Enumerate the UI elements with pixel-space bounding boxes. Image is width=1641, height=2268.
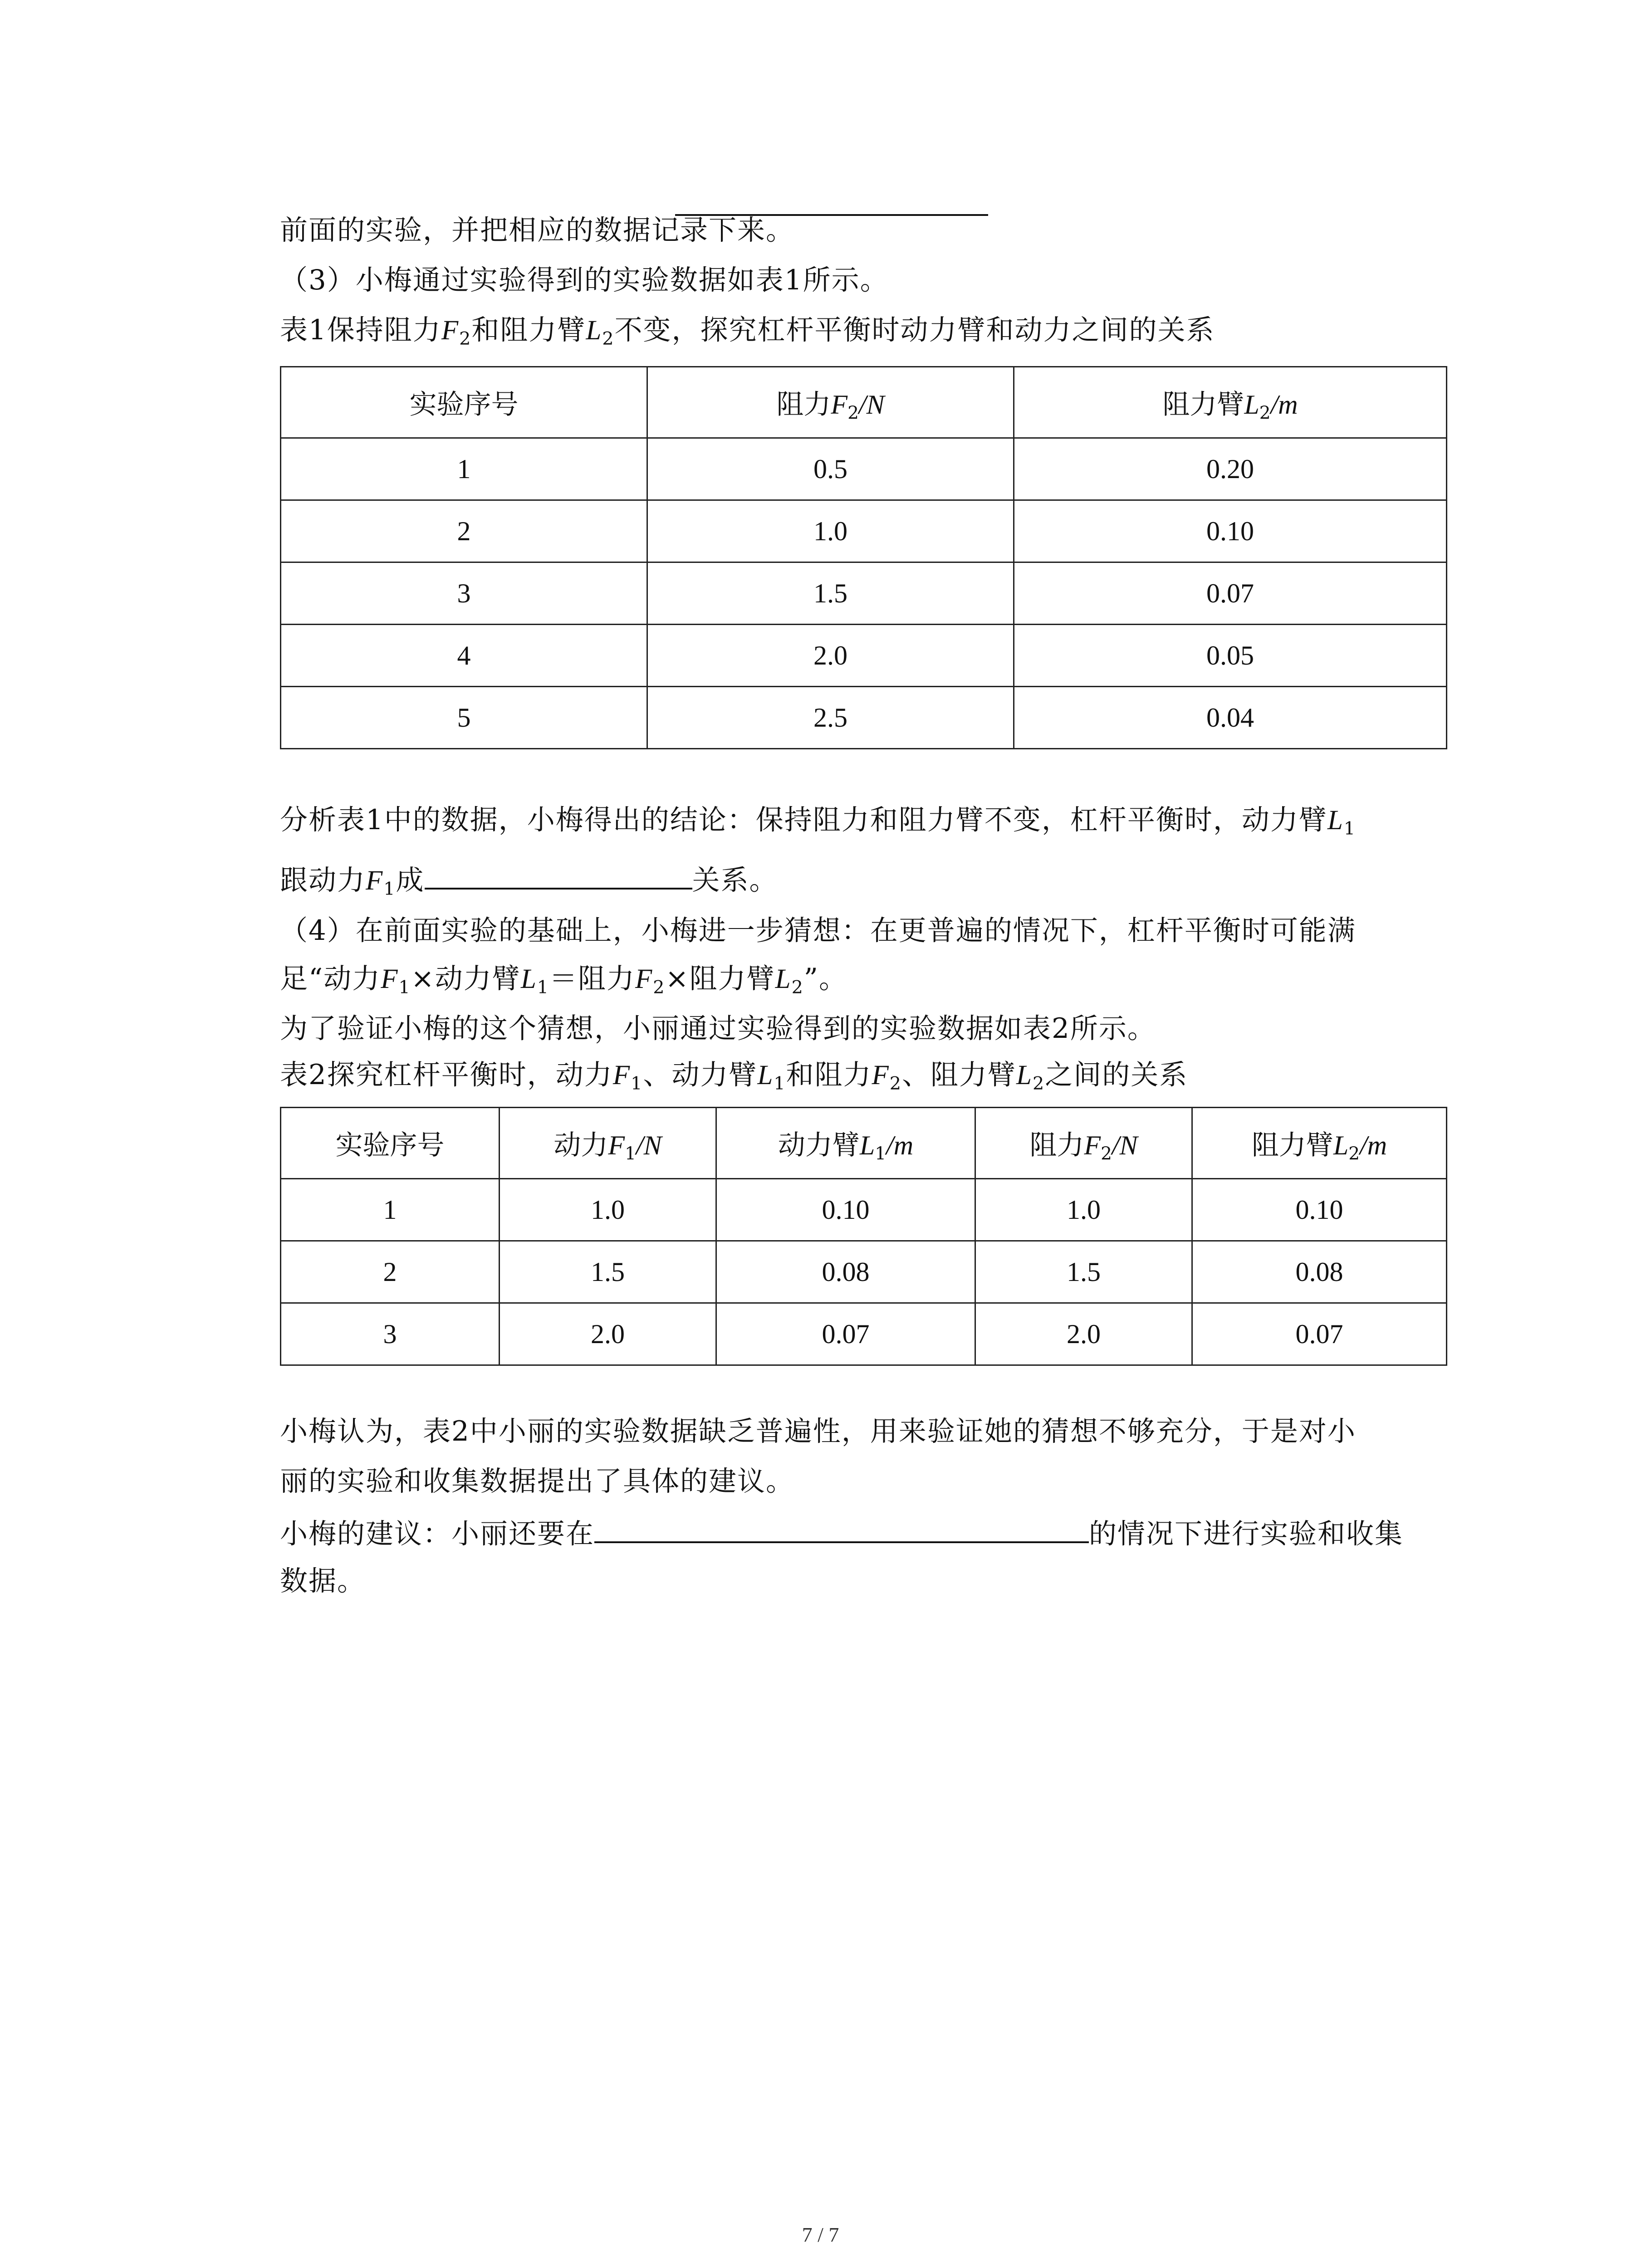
header-resistance-force: 阻力$F_2/N$	[647, 367, 1014, 438]
cell: 0.04	[1014, 687, 1447, 749]
cell: 0.07	[1014, 562, 1447, 625]
text-line-10: 小梅认为，表2中小丽的实验数据缺乏普遍性，用来验证她的猜想不够充分，于是对小	[280, 1415, 1356, 1447]
text-line-4: 分析表1中的数据，小梅得出的结论：保持阻力和阻力臂不变，杠杆平衡时，动力臂$L_1$	[280, 804, 1356, 839]
data-table-2	[280, 1107, 1447, 1366]
text-line-12: 小梅的建议：小丽还要在 的情况下进行实验和收集	[280, 1513, 1403, 1552]
table-header-row	[281, 1108, 1447, 1179]
header-trial-number: 实验序号	[281, 1108, 500, 1179]
text-line-2: （3）小梅通过实验得到的实验数据如表1所示。	[280, 264, 889, 296]
table-row	[281, 500, 1447, 562]
header-resistance-force: 阻力$F_2/N$	[975, 1108, 1192, 1179]
cell: 1.5	[975, 1241, 1192, 1303]
cell: 2	[281, 1241, 500, 1303]
text-line-11: 丽的实验和收集数据提出了具体的建议。	[280, 1465, 795, 1497]
cell: 0.10	[1192, 1179, 1447, 1241]
table2-caption: 表2探究杠杆平衡时，动力$F_1$、动力臂$L_1$和阻力$F_2$、阻力臂$L_2$之间的关系	[280, 1059, 1188, 1094]
table-row	[281, 687, 1447, 749]
table-row	[281, 1179, 1447, 1241]
table-row	[281, 625, 1447, 687]
cell: 0.20	[1014, 438, 1447, 500]
data-table-1	[280, 366, 1447, 749]
table-row	[281, 438, 1447, 500]
cell: 2	[281, 500, 647, 562]
answer-blank-relationship[interactable]	[425, 860, 692, 890]
cell: 2.0	[500, 1303, 716, 1365]
cell: 4	[281, 625, 647, 687]
text-line-8: 为了验证小梅的这个猜想，小丽通过实验得到的实验数据如表2所示。	[280, 1012, 1156, 1045]
page-number: 7 / 7	[802, 2223, 839, 2246]
cell: 2.0	[975, 1303, 1192, 1365]
table-row	[281, 562, 1447, 625]
cell: 0.10	[716, 1179, 975, 1241]
header-resistance-arm: 阻力臂$L_2/m$	[1192, 1108, 1447, 1179]
cell: 3	[281, 1303, 500, 1365]
text-line-7: 足“动力$F_1\times$动力臂$L_1=$阻力$F_2\times$阻力臂$L_2$”。	[280, 963, 847, 998]
cell: 0.07	[716, 1303, 975, 1365]
cell: 3	[281, 562, 647, 625]
cell: 0.08	[716, 1241, 975, 1303]
table1-caption: 表1保持阻力$F_2$和阻力臂$L_2$不变，探究杠杆平衡时动力臂和动力之间的关系	[280, 314, 1215, 349]
text-line-5: 跟动力$F_1$成 关系。	[280, 860, 778, 899]
text-line-6: （4）在前面实验的基础上，小梅进一步猜想：在更普遍的情况下，杠杆平衡时可能满	[280, 914, 1356, 947]
cell: 1.5	[647, 562, 1014, 625]
cell: 0.10	[1014, 500, 1447, 562]
header-resistance-arm: 阻力臂$L_2/m$	[1014, 367, 1447, 438]
cell: 1	[281, 1179, 500, 1241]
header-trial-number: 实验序号	[281, 367, 647, 438]
table-row	[281, 1303, 1447, 1365]
cell: 1	[281, 438, 647, 500]
cell: 2.0	[647, 625, 1014, 687]
cell: 0.05	[1014, 625, 1447, 687]
cell: 0.07	[1192, 1303, 1447, 1365]
cell: 0.5	[647, 438, 1014, 500]
cell: 1.0	[647, 500, 1014, 562]
cell: 1.5	[500, 1241, 716, 1303]
answer-blank-suggestion[interactable]	[594, 1513, 1089, 1543]
header-effort-force: 动力$F_1/N$	[500, 1108, 716, 1179]
cell: 5	[281, 687, 647, 749]
table-row	[281, 1241, 1447, 1303]
text-line-13: 数据。	[280, 1565, 366, 1597]
header-effort-arm: 动力臂$L_1/m$	[716, 1108, 975, 1179]
table-header-row	[281, 367, 1447, 438]
cell: 1.0	[975, 1179, 1192, 1241]
cell: 1.0	[500, 1179, 716, 1241]
cell: 2.5	[647, 687, 1014, 749]
cell: 0.08	[1192, 1241, 1447, 1303]
text-line-1: 前面的实验，并把相应的数据记录下来。	[280, 214, 795, 246]
